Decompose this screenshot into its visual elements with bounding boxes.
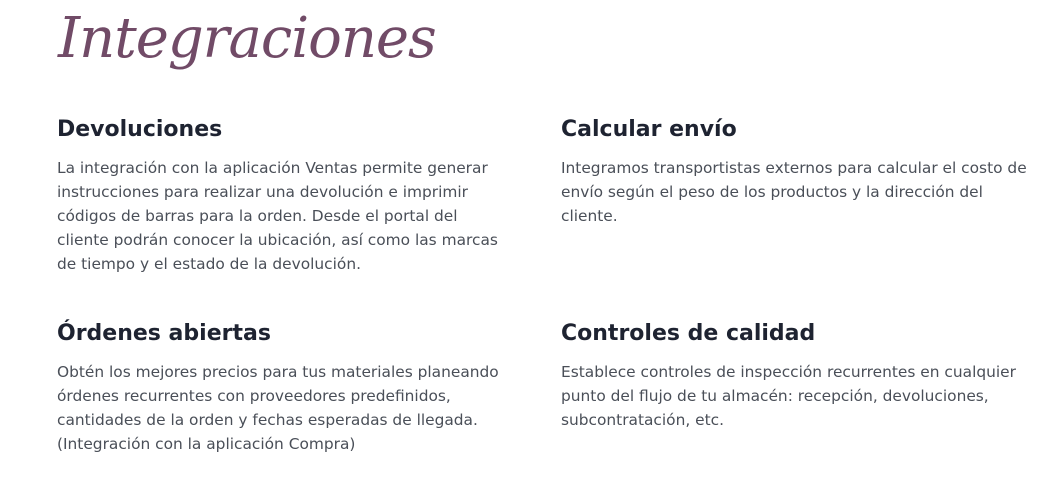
feature-title: Calcular envío [561, 117, 737, 142]
feature-calcular-envio [561, 115, 1031, 228]
feature-ordenes-abiertas [57, 319, 512, 456]
feature-controles-de-calidad [561, 319, 1031, 432]
feature-title: Órdenes abiertas [57, 321, 271, 346]
feature-description: Integramos transportistas externos para calcular el costo de envío según el peso de los productos y la dirección del cliente. [561, 159, 1027, 225]
page-title: Integraciones [58, 6, 436, 71]
feature-title: Devoluciones [57, 117, 223, 142]
feature-description: Establece controles de inspección recurrentes en cualquier punto del flujo de tu almacén: recepción, devoluciones, subcontratación, etc. [561, 363, 1016, 429]
feature-title: Controles de calidad [561, 321, 816, 346]
feature-description: Obtén los mejores precios para tus materiales planeando órdenes recurrentes con proveedores predefinidos, cantidades de la orden y fechas esperadas de llegada. (Integración con la aplicación Compra) [57, 363, 499, 453]
feature-devoluciones [57, 115, 512, 276]
feature-description: La integración con la aplicación Ventas permite generar instrucciones para realizar una devolución e imprimir códigos de barras para la orden. Desde el portal del cliente podrán conocer la ubicación, así como las marcas de tiempo y el estado de la devolución. [57, 159, 498, 273]
